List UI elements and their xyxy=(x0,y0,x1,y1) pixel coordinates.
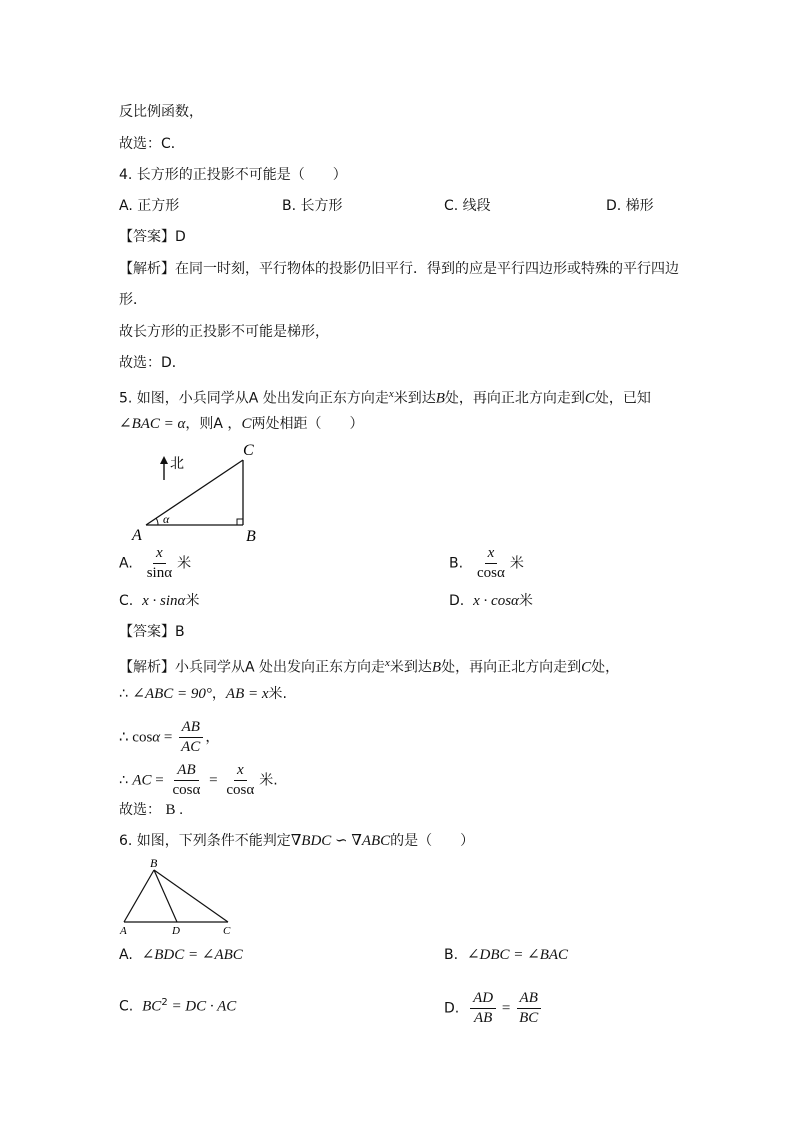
option-label: C. xyxy=(119,593,134,609)
q5-option-b xyxy=(449,545,524,582)
denominator: AC xyxy=(181,739,201,755)
math-expression: ∠BDC = ∠ABC xyxy=(141,947,243,963)
unit: 米. xyxy=(259,772,278,789)
q6-option-c xyxy=(119,993,236,1017)
therefore-cos: ∴ cos xyxy=(119,729,153,746)
denominator: cosα xyxy=(226,782,255,798)
stem-text: 6. 如图，下列条件不能判定 xyxy=(119,833,291,849)
q4-analysis: 故长方形的正投影不可能是梯形， xyxy=(119,324,329,340)
q5-answer: 【答案】B xyxy=(119,624,185,640)
math-B: B xyxy=(431,659,442,676)
math-expression: ∠ABC = 90° xyxy=(132,686,212,702)
label-A: A xyxy=(132,527,142,544)
right-angle-mark xyxy=(237,519,243,525)
q5-triangle-figure xyxy=(128,440,278,545)
option-label: B. xyxy=(449,555,464,572)
math-alpha: α xyxy=(152,729,161,746)
q6-triangle-figure xyxy=(116,855,246,937)
label-C: C xyxy=(243,442,254,459)
math-C: C xyxy=(241,416,252,432)
question-4-stem: 4. 长方形的正投影不可能是（ ） xyxy=(119,167,347,183)
equals: = xyxy=(151,772,168,789)
label-D: D xyxy=(172,925,180,937)
question-5-stem xyxy=(119,384,651,409)
q5-option-c xyxy=(119,591,199,611)
math-C: C xyxy=(581,659,592,676)
q4-option-d: D. 梯形 xyxy=(606,198,654,214)
question-6-stem xyxy=(119,831,474,851)
q6-option-a xyxy=(119,945,243,965)
therefore-symbol: ∴ xyxy=(119,686,128,702)
label-B: B xyxy=(246,528,256,545)
math-angle: ∠BAC = α xyxy=(119,416,186,432)
selection-label: 故选： xyxy=(119,802,161,818)
unit: 米. xyxy=(268,686,287,702)
label-alpha: α xyxy=(163,512,170,526)
q5-option-a xyxy=(119,545,191,582)
math-expression: ∠DBC = ∠BAC xyxy=(466,947,569,963)
fraction xyxy=(170,762,204,799)
therefore-symbol: ∴ xyxy=(119,772,128,789)
label-B: B xyxy=(150,856,158,870)
q5-analysis-1 xyxy=(119,653,619,678)
side-AB xyxy=(124,870,154,922)
q5-option-d xyxy=(449,591,533,611)
math-expression: AB = x xyxy=(225,686,269,702)
punctuation: ， xyxy=(205,729,220,746)
stem-text: 两处相距（ ） xyxy=(251,416,364,432)
numerator: AB xyxy=(517,990,541,1009)
q5-analysis-4 xyxy=(119,762,278,799)
fraction xyxy=(474,545,508,582)
option-label: A. xyxy=(119,947,133,963)
numerator: AD xyxy=(470,990,496,1009)
math-B: B xyxy=(435,390,445,407)
option-label: D. xyxy=(444,1000,460,1017)
numerator: x xyxy=(153,545,166,564)
equals: = xyxy=(205,772,222,789)
north-arrow-head xyxy=(160,456,168,464)
option-label: A. xyxy=(119,555,133,572)
unit: 米 xyxy=(518,593,533,609)
option-label: D. xyxy=(449,593,465,609)
math-expression: BC xyxy=(142,998,162,1015)
q4-selection: 故选：D． xyxy=(119,355,186,371)
option-label: C. xyxy=(119,998,134,1015)
fraction xyxy=(223,762,257,799)
q4-analysis: 【解析】在同一时刻，平行物体的投影仍旧平行．得到的应是平行四边形或特殊的平行四边 xyxy=(119,261,679,277)
denominator: cosα xyxy=(476,565,505,581)
stem-text: 处，已知 xyxy=(594,390,651,407)
angle-arc xyxy=(156,518,158,525)
text-line: 反比例函数， xyxy=(119,104,203,120)
denominator: sinα xyxy=(146,565,173,581)
equals: = xyxy=(160,729,177,746)
fraction xyxy=(516,990,541,1027)
math-C: C xyxy=(584,390,595,407)
label-C: C xyxy=(223,925,231,937)
unit: 米 xyxy=(509,555,524,572)
q6-option-d xyxy=(444,990,543,1027)
q4-option-a: A. 正方形 xyxy=(119,198,180,214)
stem-text: 的是（ ） xyxy=(390,833,475,849)
analysis-text: 米到达 xyxy=(389,659,432,676)
math-AC: AC xyxy=(132,772,152,789)
separator: ， xyxy=(211,686,226,702)
fraction xyxy=(178,719,203,756)
superscript: 2 xyxy=(161,997,168,1008)
stem-text: 米到达 xyxy=(393,390,436,407)
q4-option-c: C. 线段 xyxy=(444,198,491,214)
unit: 米 xyxy=(185,593,200,609)
analysis-text: 处，再向正北方向走到 xyxy=(441,659,582,676)
label-A: A xyxy=(120,925,127,937)
analysis-text: 【解析】小兵同学从A 处出发向正东方向走 xyxy=(119,659,386,676)
equals: = xyxy=(498,1000,515,1017)
stem-text: 5. 如图，小兵同学从A 处出发向正东方向走 xyxy=(119,390,389,407)
q4-analysis: 形． xyxy=(119,292,147,308)
q5-analysis-3 xyxy=(119,719,219,756)
stem-text: 处，再向正北方向走到 xyxy=(444,390,585,407)
numerator: x xyxy=(234,762,247,781)
side-AC xyxy=(146,460,243,525)
q5-analysis-2 xyxy=(119,684,287,704)
question-5-stem-2 xyxy=(119,414,363,434)
unit: 米 xyxy=(177,555,192,572)
q6-option-b xyxy=(444,945,568,965)
stem-text: ，则A ， xyxy=(185,416,242,432)
option-label: B. xyxy=(444,947,459,963)
math-x: x xyxy=(385,657,390,669)
math-similarity: ∇BDC ∽ ∇ABC xyxy=(290,833,391,849)
selection-answer: B . xyxy=(165,802,183,818)
math-expression: = DC · AC xyxy=(167,998,237,1015)
math-expression: x · sinα xyxy=(142,593,186,609)
denominator: AB xyxy=(473,1010,493,1026)
q4-option-b: B. 长方形 xyxy=(282,198,343,214)
text-line: 故选：C． xyxy=(119,136,185,152)
fraction xyxy=(470,990,496,1027)
q5-selection xyxy=(119,800,183,820)
math-expression: x · cosα xyxy=(473,593,519,609)
numerator: AB xyxy=(179,719,203,738)
analysis-text: 处， xyxy=(591,659,620,676)
numerator: AB xyxy=(174,762,198,781)
numerator: x xyxy=(485,545,498,564)
math-x: x xyxy=(388,388,394,400)
north-label: 北 xyxy=(170,456,184,472)
q4-answer: 【答案】D xyxy=(119,229,186,245)
fraction xyxy=(144,545,175,582)
denominator: cosα xyxy=(172,782,201,798)
denominator: BC xyxy=(519,1010,539,1026)
